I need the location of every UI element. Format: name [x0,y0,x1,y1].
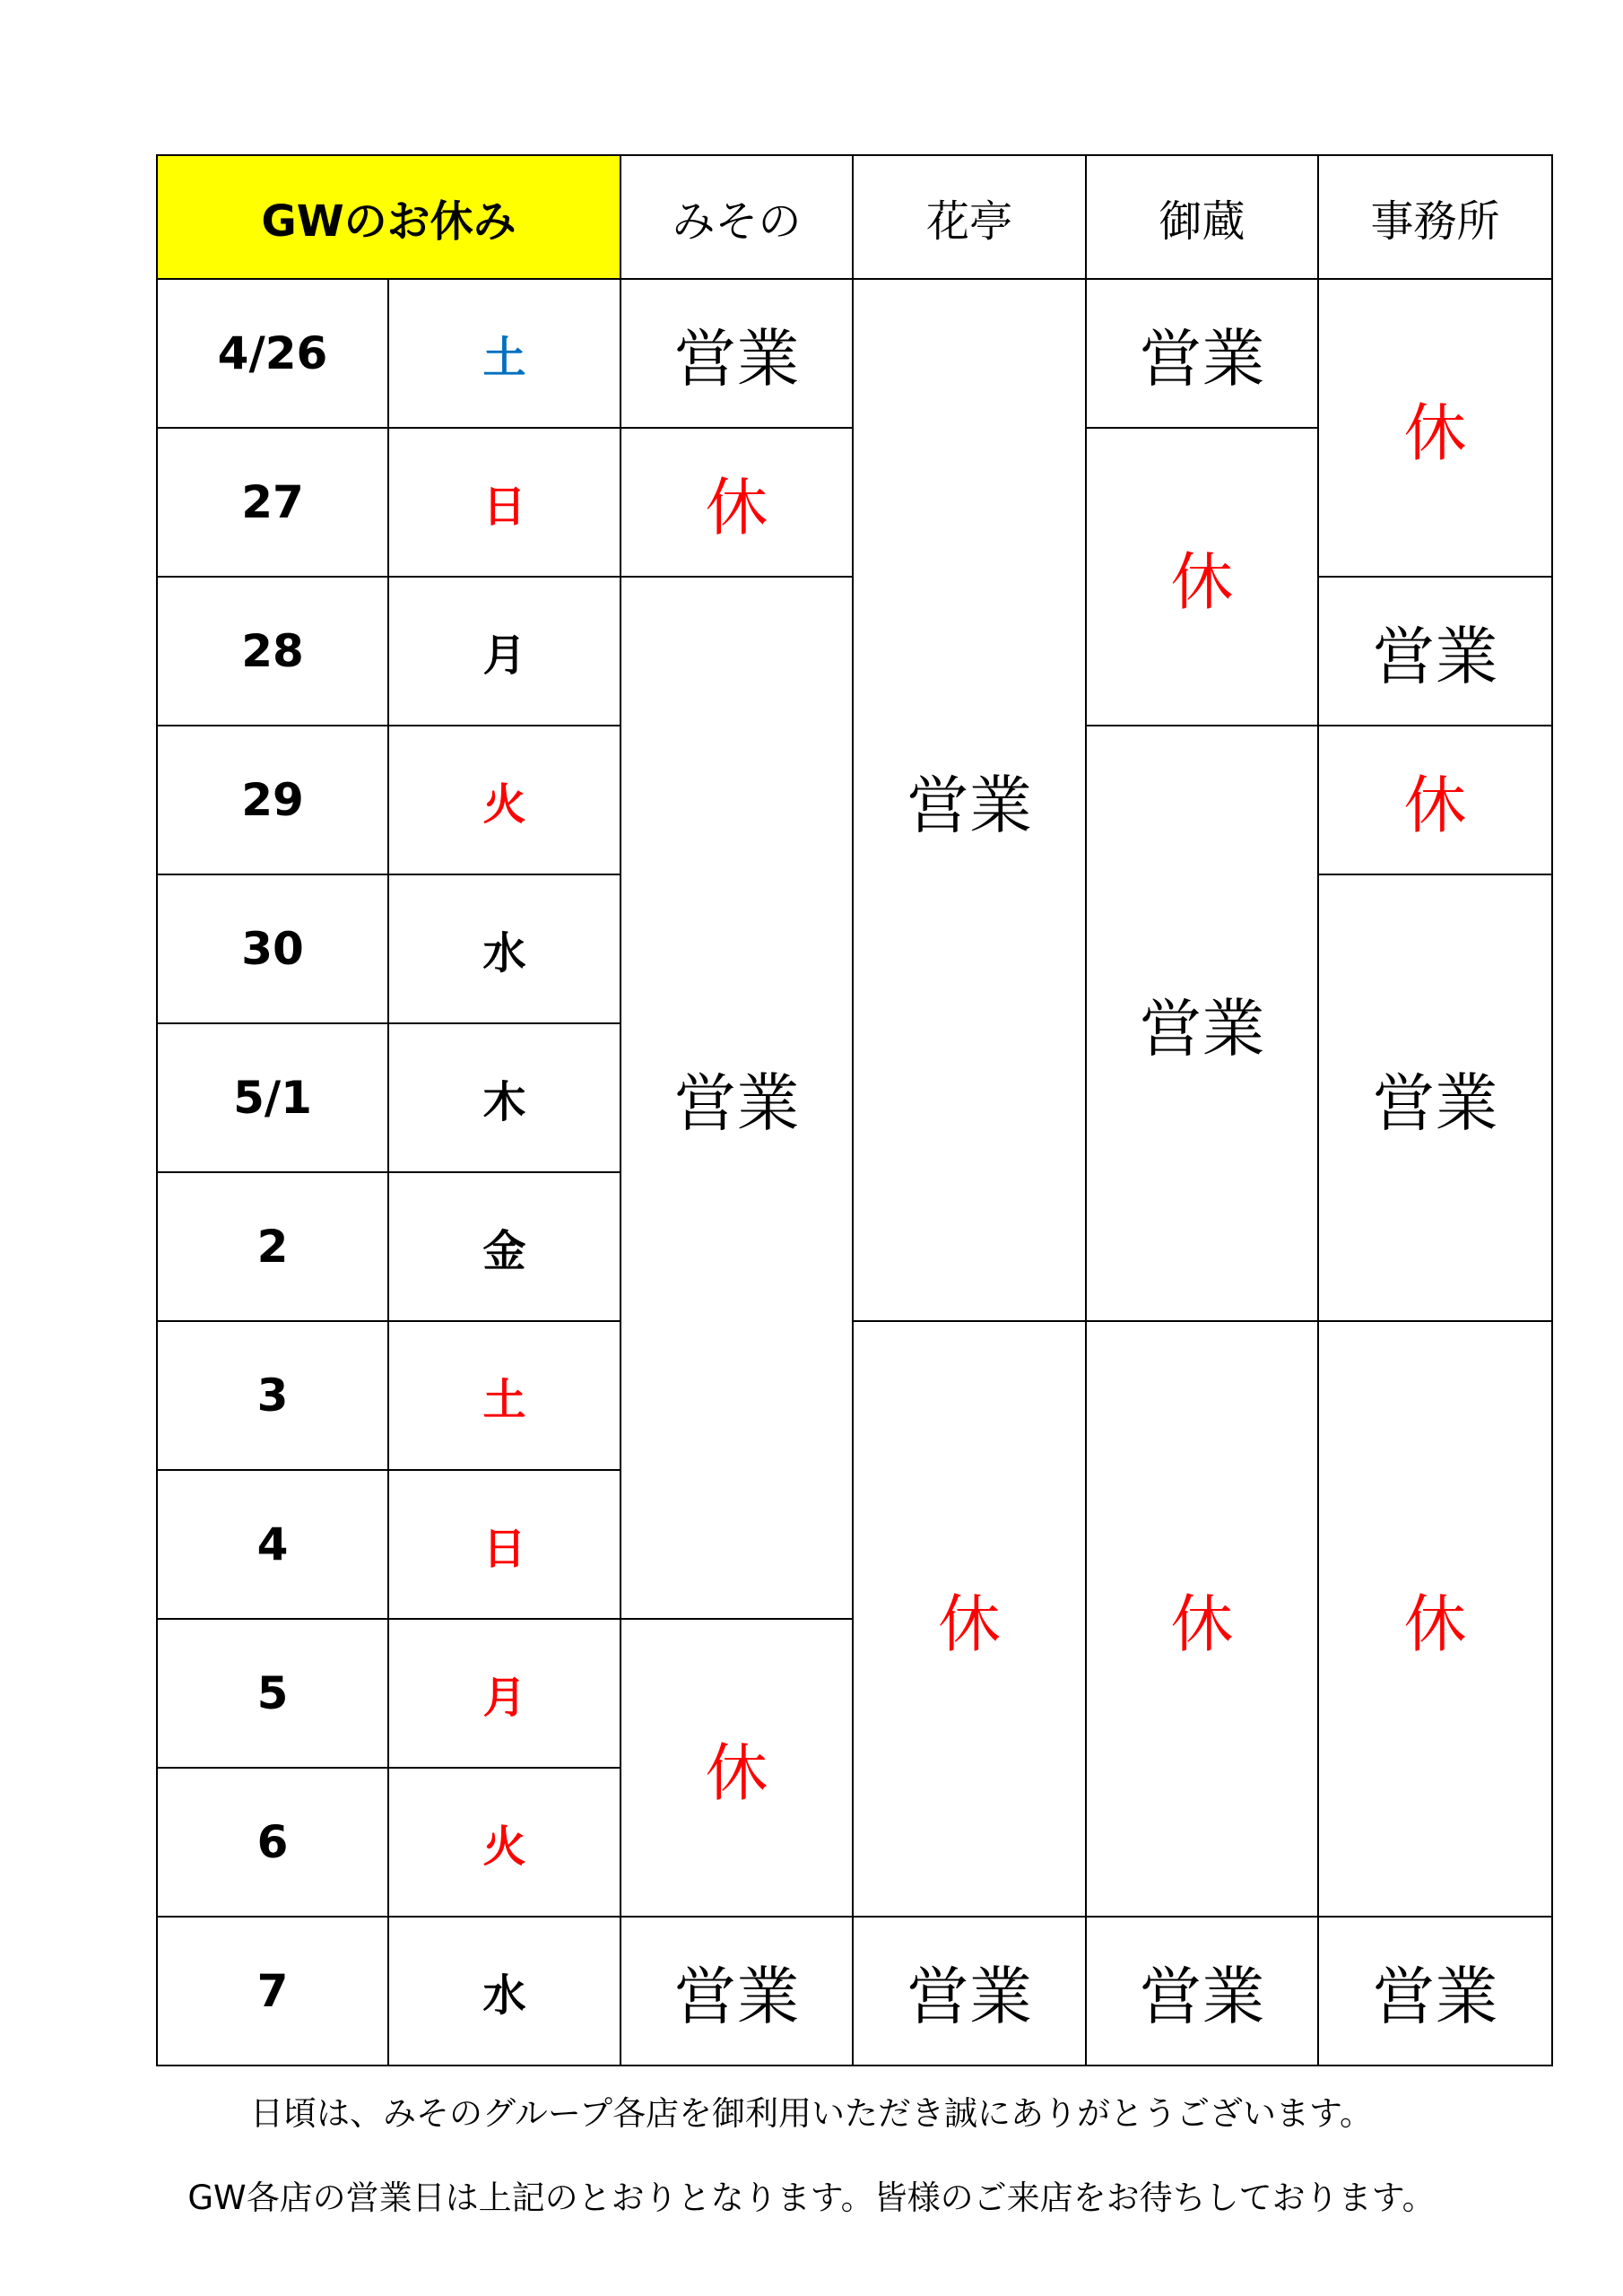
date-cell: 5 [157,1619,388,1768]
date-cell: 30 [157,874,388,1023]
notice-line-1: 日頃は、みそのグループ各店を御利用いただき誠にありがとうございます。 [249,2094,1374,2133]
store-header-misono: みその [621,155,853,279]
table-title: GWのお休み [157,155,621,279]
date-cell: 4 [157,1470,388,1619]
date-cell: 27 [157,428,388,577]
weekday-cell: 木 [388,1023,621,1172]
store-header-jimusho: 事務所 [1318,155,1552,279]
misono-status-closed: 休 [621,428,853,577]
date-cell: 3 [157,1321,388,1470]
date-cell: 4/26 [157,279,388,428]
table-row [157,1321,1552,1470]
jimusho-status-open: 営業 [1318,874,1552,1321]
misono-status-closed: 休 [621,1619,853,1917]
misono-status-open: 営業 [621,279,853,428]
date-cell: 28 [157,577,388,726]
weekday-cell: 月 [388,577,621,726]
weekday-cell: 月 [388,1619,621,1768]
weekday-cell: 土 [388,1321,621,1470]
weekday-cell: 火 [388,1768,621,1917]
mikura-status-closed: 休 [1086,428,1318,726]
jimusho-status-closed: 休 [1318,726,1552,874]
gw-schedule-table [156,154,1553,2066]
header-row [157,155,1552,279]
mikura-status-closed: 休 [1086,1321,1318,1917]
date-cell: 6 [157,1768,388,1917]
jimusho-status-closed: 休 [1318,279,1552,577]
weekday-cell: 水 [388,874,621,1023]
table-row [157,279,1552,428]
weekday-cell: 火 [388,726,621,874]
date-cell: 7 [157,1917,388,2066]
date-cell: 2 [157,1172,388,1321]
weekday-cell: 日 [388,1470,621,1619]
weekday-cell: 金 [388,1172,621,1321]
store-header-katei: 花亭 [853,155,1086,279]
weekday-cell: 水 [388,1917,621,2066]
weekday-cell: 土 [388,279,621,428]
katei-status-open: 営業 [853,1917,1086,2066]
jimusho-status-open: 営業 [1318,577,1552,726]
mikura-status-open: 営業 [1086,1917,1318,2066]
mikura-status-open: 営業 [1086,279,1318,428]
mikura-status-open: 営業 [1086,726,1318,1321]
store-header-mikura: 御蔵 [1086,155,1318,279]
misono-status-open: 営業 [621,577,853,1619]
date-cell: 29 [157,726,388,874]
katei-status-closed: 休 [853,1321,1086,1917]
jimusho-status-closed: 休 [1318,1321,1552,1917]
weekday-cell: 日 [388,428,621,577]
jimusho-status-open: 営業 [1318,1917,1552,2066]
misono-status-open: 営業 [621,1917,853,2066]
katei-status-open: 営業 [853,279,1086,1321]
date-cell: 5/1 [157,1023,388,1172]
notice-line-2: GW各店の営業日は上記のとおりとなります。皆様のご来店をお待ちしております。 [187,2179,1436,2217]
table-row [157,1917,1552,2066]
